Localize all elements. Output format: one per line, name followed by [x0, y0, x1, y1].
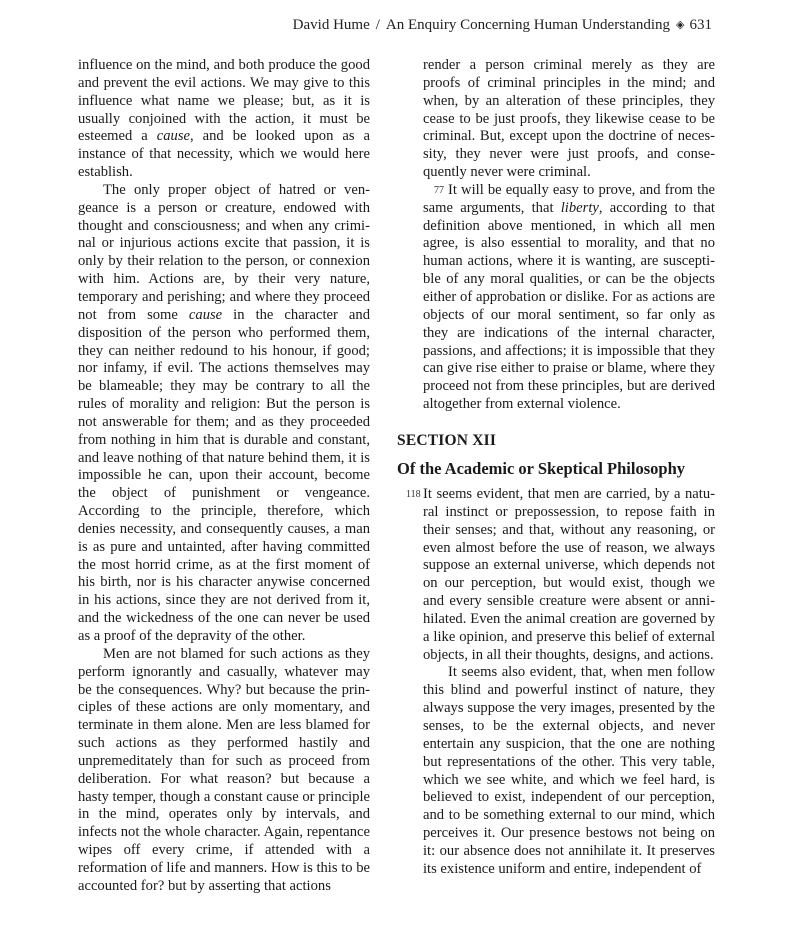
section-label: SECTION XII	[397, 432, 497, 449]
text-run: It will be equally easy to prove, and from the same arguments, that	[423, 181, 715, 216]
paragraph-hatred-vengeance	[78, 182, 370, 646]
header-work-title: An Enquiry Concerning Human Understanding	[385, 17, 671, 33]
text-run: It seems evident, that men are carried, by a natural instinct or prepossession, to repose faith in their senses; and that, without any reasoning, or even almost before the use of reason, we always suppose an external universe, which depends not on our perception, but would exist, though we and every sensible creature were absent or annihilated. Even the animal creation are governed by a like opinion, and preserve this belief of external objects, in all their thoughts, designs, and actions.	[423, 486, 715, 663]
paragraph-criminal-principles: render a person criminal merely as they are proofs of criminal principles in the mind; and when, by an alteration of these principles, they cease to be just proofs, they likewise cease to be criminal. But, except upon the doctrine of necessity, they never were just proofs, and consequently never were criminal.	[423, 57, 715, 181]
text-run: in the character and disposition of the person who performed them, they can neither redound to his honour, if good; nor infamy, if evil. The actions themselves may be blameable; they may be contrary to all the rules of morality and religion: But the person is not answerable for them; and as they proceeded from nothing in him that is durable and constant, and leave nothing of that nature behind them, it is impossible he can, upon their account, become the object of punishment or vengeance. According to the principle, therefore, which denies necessity, and consequently causes, a man is as pure and untainted, after having committed the most horrid crime, as at the first moment of his birth, nor is his character anywise concerned in his actions, since they are not derived from it, and the wickedness of the one can never be used as a proof of the depravity of the other.	[78, 306, 370, 644]
section-title: Of the Academic or Skeptical Philosophy	[397, 459, 685, 478]
italic-term: liberty	[560, 199, 599, 216]
paragraph-number: 118	[406, 489, 421, 500]
text-run: , and be looked upon as a instance of that necessity, which we would here establish.	[78, 128, 370, 181]
right-column-top	[423, 57, 715, 414]
text-run: The only proper object of hatred or vengeance is a person or creature, endowed with thought and consciousness; and when any criminal or injurious actions excite that passion, it is only by their relation to the person, or connexion with him. Actions are, by their very nature, temporary and perishing; and where they proceed not from some	[78, 181, 370, 323]
paragraph-natural-instinct	[406, 486, 715, 664]
diamond-ornament-icon: ◈	[676, 19, 685, 31]
paragraph-liberty	[423, 182, 715, 414]
paragraph-continued	[78, 57, 370, 182]
paragraph-men-not-blamed: Men are not blamed for such actions as they perform ignorantly and casually, whatever may be the consequences. Why? but because the principles of these actions are only momentary, and terminate in them alone. Men are less blamed for such actions as they performed hastily and unpremeditately than for such as proceed from deliberation. For what reason? but because a hasty temper, though a constant cause or principle in the mind, operates only by intervals, and infects not the whole character. Again, repentance wipes off every crime, if attended with a reformation of life and manners. How is this to be accounted for? but by asserting that actions	[78, 645, 371, 894]
page-number: 631	[689, 17, 712, 33]
header-author: David Hume	[292, 17, 370, 33]
section-heading	[397, 432, 717, 479]
header-separator: /	[375, 17, 380, 33]
paragraph-number: 77	[434, 184, 444, 196]
text-run: influence on the mind, and both produce the good and prevent the evil actions. We may give to this influence what name we please; but, as it is usually conjoined with the action, it must be esteemed a	[78, 57, 370, 145]
left-column	[78, 57, 370, 896]
text-run: , according to that definition above mentioned, in which all men agree, is also essential to morality, and that no human actions, where it is wanting, are susceptible of any moral qualities, or can be the objects either of approbation or dislike. For as actions are objects of our moral sentiment, so far only as they are indications of the internal character, passions, and affections; it is impossible that they can give rise either to praise or blame, where they proceed not from these principles, but are derived altogether from external violence.	[423, 199, 715, 413]
paragraph-blind-instinct: It seems also evident, that, when men follow this blind and powerful instinct of nature, they always suppose the very images, presented by the senses, to be the external objects, and never entertain any suspicion, that the one are nothing but representations of the other. This very table, which we see white, and which we feel hard, is believed to exist, independent of our perception, and to be something external to our mind, which perceives it. Our presence bestows not being on it: our absence does not annihilate it. It preserves its existence uniform and entire, independent of	[423, 664, 715, 877]
italic-term: cause	[188, 306, 223, 323]
italic-term: cause	[156, 128, 190, 145]
running-head	[293, 17, 712, 34]
right-column-bottom	[406, 486, 715, 879]
